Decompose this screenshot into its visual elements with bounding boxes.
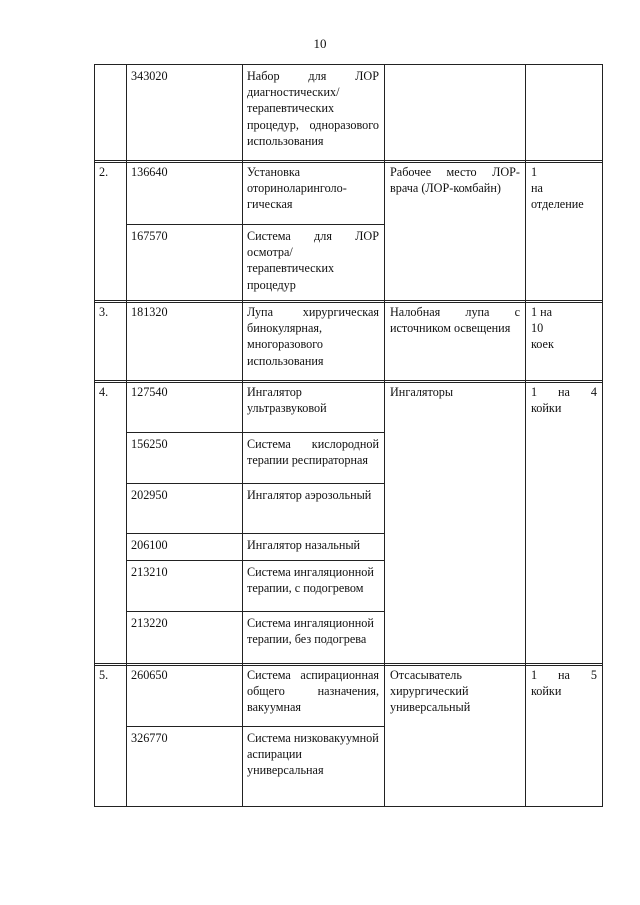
table-rule <box>94 64 603 65</box>
norm-text: отделение <box>531 197 584 211</box>
item-name: Система для ЛОР осмотра/ терапевтических процедур <box>247 229 379 292</box>
table-rule <box>602 64 603 807</box>
device-name: Рабочее место ЛОР-врача (ЛОР-комбайн) <box>390 165 520 196</box>
table-rule <box>384 64 385 807</box>
norm-text: 1 на 5 <box>531 668 597 682</box>
norm-text: на <box>531 181 543 195</box>
table-rule <box>126 726 384 727</box>
table-rule <box>94 64 95 807</box>
page-number: 10 <box>313 36 327 51</box>
table-rule <box>94 663 603 664</box>
table-rule <box>525 64 526 807</box>
item-name: Ингалятор ультразвуковой <box>247 385 327 416</box>
table-rule <box>126 611 384 612</box>
norm-text: 1 на 10 коек <box>531 305 554 352</box>
item-name: Система ингаляционной терапии, с подогревом <box>247 565 374 596</box>
item-name: Система кислородной терапии респираторная <box>247 437 379 468</box>
item-code: 326770 <box>131 731 168 745</box>
item-code: 127540 <box>131 385 168 399</box>
item-code: 167570 <box>131 229 168 243</box>
table-rule <box>94 380 603 381</box>
item-code: 213220 <box>131 616 168 630</box>
table-rule <box>126 432 384 433</box>
item-name: Установка оториноларинголо-гическая <box>247 165 347 212</box>
item-name: Ингалятор аэрозольный <box>247 488 372 502</box>
table-rule <box>242 64 243 807</box>
item-code: 156250 <box>131 437 168 451</box>
item-code: 136640 <box>131 165 168 179</box>
item-code: 202950 <box>131 488 168 502</box>
item-code: 343020 <box>131 69 168 83</box>
row-number: 4. <box>99 385 109 399</box>
item-name: Набор для ЛОР диагностических/ терапевтических процедур, одноразового использования <box>247 69 379 148</box>
item-code: 260650 <box>131 668 168 682</box>
item-name: Ингалятор назальный <box>247 538 361 552</box>
table-rule <box>94 665 603 666</box>
row-number: 5. <box>99 668 109 682</box>
norm-text: 1 на 4 <box>531 385 597 399</box>
table-rule <box>126 533 384 534</box>
table-rule <box>94 300 603 301</box>
item-name: Лупа хирургическая бинокулярная, многоразового использования <box>247 305 379 368</box>
table-rule <box>94 302 603 303</box>
device-name: Ингаляторы <box>390 385 454 399</box>
table-rule <box>126 560 384 561</box>
row-number: 2. <box>99 165 109 179</box>
norm-text: 1 <box>531 165 538 179</box>
table-rule <box>94 162 603 163</box>
norm-text: койки <box>531 401 562 415</box>
item-code: 213210 <box>131 565 168 579</box>
norm-text: койки <box>531 684 562 698</box>
row-number: 3. <box>99 305 109 319</box>
table-rule <box>126 64 127 807</box>
table-rule <box>94 160 603 161</box>
item-name: Система ингаляционной терапии, без подогрева <box>247 616 374 647</box>
table-rule <box>126 483 384 484</box>
item-code: 206100 <box>131 538 168 552</box>
table-rule <box>94 382 603 383</box>
item-name: Система аспирационная общего назначения, вакуумная <box>247 668 379 715</box>
item-name: Система низковакуумной аспирации универсальная <box>247 731 379 778</box>
device-name: Налобная лупа с источником освещения <box>390 305 520 336</box>
table-rule <box>94 806 603 807</box>
table-rule <box>126 224 384 225</box>
item-code: 181320 <box>131 305 168 319</box>
device-name: Отсасыватель хирургический универсальный <box>390 668 471 715</box>
